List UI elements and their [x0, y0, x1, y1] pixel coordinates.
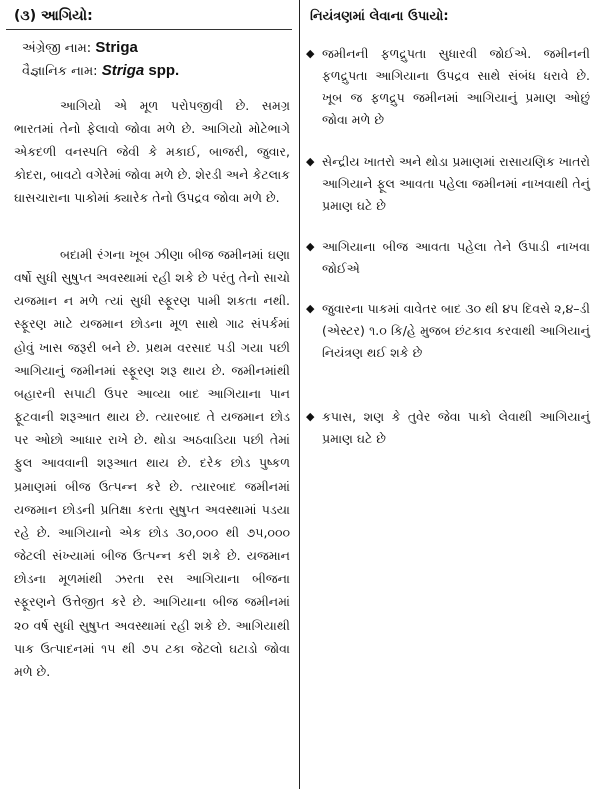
diamond-bullet-icon: ◆ — [306, 155, 315, 168]
right-column — [300, 0, 600, 789]
paragraph-intro: આગિયો એ મૂળ પરોપજીવી છે. સમગ્ર ભારતમાં તેનો ફેલાવો જોવા મળે છે. આગિયો મોટેભાગે એકદળી વનસ્પતિ જેવી કે મકાઈ, બાજરી, જુવાર, કોદરા, બાવટો વગેરેમાં જોવા મળે છે. શેરડી અને કેટલાક ઘાસચારાના પાકોમાં ક્યારેક તેનો ઉપદ્રવ જોવા મળે છે. — [14, 98, 290, 205]
list-item-text: જમીનની ફળદ્રુપતા સુધારવી જોઈએ. જમીનની ફળદ્રુપતા આગિયાના ઉપદ્રવ સાથે સંબંધ ધરાવે છે. ખૂબ જ ફળદ્રુપ જમીનમાં આગિયાનું પ્રમાણ ઓછું જોવા મળે છે — [322, 46, 590, 127]
control-measures-heading: નિયંત્રણમાં લેવાના ઉપાયો: — [310, 9, 449, 24]
heading-underline — [6, 29, 292, 30]
scientific-name-value — [102, 62, 180, 79]
section-heading: (૩) આગિયો: — [14, 8, 93, 24]
english-name-value: Striga — [95, 39, 138, 56]
scientific-name-label: વૈજ્ઞાનિક નામ: — [22, 64, 98, 79]
paragraph-lifecycle: બદામી રંગના ખૂબ ઝીણા બીજ જમીનમાં ઘણા વર્ષો સુધી સુષુપ્ત અવસ્થામાં રહી શકે છે પરંતુ તેનો સાચો યજમાન ન મળે ત્યાં સુધી સ્ફૂરણ પામી શકતા નથી. સ્ફૂરણ માટે યજમાન છોડના મૂળ સાથે ગાઢ સંપર્કમાં હોવું ખાસ જરૂરી બને છે. પ્રથમ વરસાદ પડી ગયા પછી આગિયાનું જમીનમાં સ્ફૂરણ શરૂ થાય છે. જમીનમાંથી બહારની સપાટી ઉપર આવ્યા બાદ આગિયાના પાન ફૂટવાની શરૂઆત થાય છે. ત્યારબાદ તે યજમાન છોડ પર ઓછો આધાર રાખે છે. થોડા અઠવાડિયા પછી તેમાં ફુલ આવવાની શરૂઆત થાય છે. દરેક છોડ પુષ્કળ પ્રમાણમાં બીજ ઉત્પન્ન કરે છે. ત્યારબાદ જમીનમાં યજમાન છોડની પ્રતિક્ષા કરતા સુષુપ્ત અવસ્થામાં પડયા રહે છે. આગિયાનો એક છોડ ૩૦,૦૦૦ થી ૭૫,૦૦૦ જેટલી સંખ્યામાં બીજ ઉત્પન્ન કરી શકે છે. યજમાન છોડના મૂળમાંથી ઝરતા રસ આગિયાના બીજના સ્ફૂરણને ઉત્તેજીત કરે છે. આગિયાના બીજ જમીનમાં ૨૦ વર્ષ સુધી સુષુપ્ત અવસ્થામાં રહી શકે છે. આગિયાથી પાક ઉત્પાદનમાં ૧૫ થી ૭૫ ટકા જેટલો ઘટાડો જોવા મળે છે. — [14, 247, 290, 679]
list-item-text: કપાસ, શણ કે તુવેર જેવા પાકો લેવાથી આગિયાનું પ્રમાણ ઘટે છે — [322, 409, 590, 446]
scientific-name-genus: Striga — [101, 62, 145, 79]
english-name-row — [22, 39, 138, 56]
diamond-bullet-icon: ◆ — [306, 240, 315, 253]
scientific-name-suffix: spp. — [148, 62, 180, 79]
scientific-name-row — [22, 62, 179, 79]
diamond-bullet-icon: ◆ — [306, 47, 315, 60]
diamond-bullet-icon: ◆ — [306, 410, 315, 423]
list-item-text: જુવારના પાકમાં વાવેતર બાદ ૩૦ થી ૪૫ દિવસે ૨,૪–ડી (એસ્ટર) ૧.૦ કિ/હે મુજબ છંટકાવ કરવાથી આગિયાનું નિયંત્રણ થઈ શકે છે — [322, 301, 590, 360]
list-item-text: આગિયાના બીજ આવતા પહેલા તેને ઉપાડી નાખવા જોઈએ — [322, 239, 590, 276]
diamond-bullet-icon: ◆ — [306, 302, 315, 315]
english-name-label: અંગ્રેજી નામ: — [22, 41, 92, 56]
list-item-text: સેન્દ્રીય ખાતરો અને થોડા પ્રમાણમાં રાસાયણિક ખાતરો આગિયાને ફૂલ આવતા પહેલા જમીનમાં નાખવાથી તેનું પ્રમાણ ઘટે છે — [322, 154, 590, 213]
